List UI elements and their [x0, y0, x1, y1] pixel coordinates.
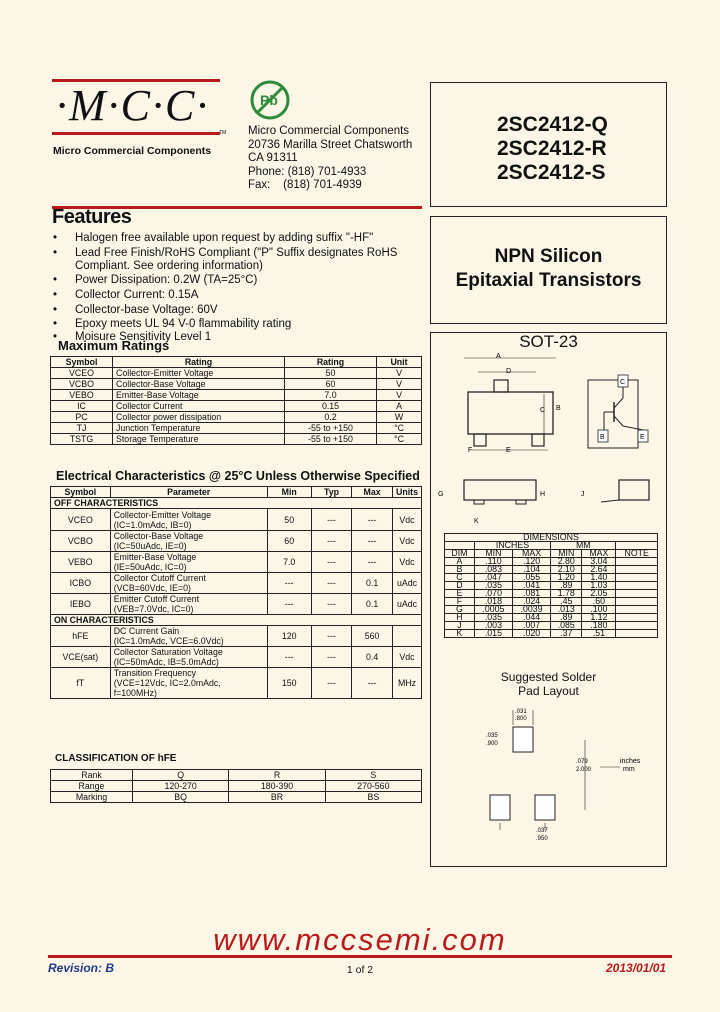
cell: MM	[551, 542, 616, 550]
cell	[393, 626, 422, 647]
cell: INCHES	[474, 542, 550, 550]
table-row	[51, 434, 422, 445]
cell: BQ	[133, 792, 229, 803]
table-row	[51, 647, 422, 668]
solder-title	[430, 670, 667, 698]
dim-D: D	[506, 368, 512, 375]
address-line: Micro Commercial Components	[248, 125, 410, 137]
cell: PC	[51, 412, 113, 423]
cell: V	[377, 379, 422, 390]
param-name: Emitter Cutoff Current	[113, 594, 200, 604]
cell: .007	[512, 622, 550, 630]
cell: .070	[474, 590, 512, 598]
cell: .081	[512, 590, 550, 598]
cell: Collector-Emitter Voltage	[113, 368, 285, 379]
cell: ---	[352, 509, 393, 531]
cell: .055	[512, 574, 550, 582]
cell: Rank	[51, 770, 133, 781]
address-line: CA 91311	[248, 152, 298, 164]
cell: .0039	[512, 606, 550, 614]
cell: ---	[267, 594, 311, 615]
revision-date: 2013/01/01	[606, 961, 667, 975]
cell: .015	[474, 630, 512, 638]
part-number: 2SC2412-R	[497, 137, 607, 160]
feature-item: • Halogen free available upon request by adding suffix "-HF"	[75, 232, 415, 245]
col-header: Rating	[285, 357, 377, 368]
table-header-row	[445, 550, 658, 558]
cell: IEBO	[51, 594, 111, 615]
table-row	[445, 582, 658, 590]
sot23-outline-diagram	[436, 350, 656, 535]
pin-label: E	[640, 434, 645, 441]
cell: .020	[512, 630, 550, 638]
cell: .180	[582, 622, 616, 630]
cell: 120	[267, 626, 311, 647]
feature-item: • Collector-base Voltage: 60V	[75, 304, 415, 317]
table-row	[51, 379, 422, 390]
cell: MIN	[551, 550, 582, 558]
cell: 2.64	[582, 566, 616, 574]
table-row	[51, 781, 422, 792]
table-row	[445, 558, 658, 566]
param-name: Collector-Emitter Voltage	[113, 509, 211, 520]
cell: .89	[551, 582, 582, 590]
cell: uAdc	[393, 594, 422, 615]
cell: 2.80	[551, 558, 582, 566]
cell: .083	[474, 566, 512, 574]
cell: .041	[512, 582, 550, 590]
cell: .013	[551, 606, 582, 614]
cell	[616, 574, 658, 582]
param-name: DC Current Gain	[113, 626, 180, 636]
cell: K	[445, 630, 475, 638]
table-row	[445, 606, 658, 614]
cell: VCE(sat)	[51, 647, 111, 668]
cell	[110, 626, 267, 647]
dim-A: A	[496, 353, 501, 360]
cell: Storage Temperature	[113, 434, 285, 445]
company-name: Micro Commercial Components	[53, 145, 212, 157]
table-row	[51, 770, 422, 781]
table-row	[51, 573, 422, 594]
cell: ---	[311, 573, 352, 594]
page-number: 1 of 2	[346, 964, 374, 976]
cell: C	[445, 574, 475, 582]
solder-dim: .035	[486, 733, 498, 739]
cell: VCEO	[51, 509, 111, 531]
solder-dim: .900	[486, 741, 498, 747]
dim-K: K	[474, 518, 479, 525]
table-row	[445, 614, 658, 622]
classification-heading: CLASSIFICATION OF hFE	[55, 753, 177, 764]
dim-J: J	[581, 491, 585, 498]
revision-label: Revision: B	[48, 961, 115, 975]
cell: VEBO	[51, 390, 113, 401]
solder-unit: mm	[623, 766, 635, 773]
classification-table	[50, 769, 422, 803]
dim-B: B	[556, 405, 561, 412]
cell: MIN	[474, 550, 512, 558]
elec-heading: Electrical Characteristics @ 25°C Unless Otherwise Specified	[56, 469, 420, 483]
param-cond: (IE=50uAdc, IC=0)	[113, 562, 187, 572]
cell: NOTE	[616, 550, 658, 558]
col-header: Rating	[113, 357, 285, 368]
cell	[110, 531, 267, 552]
cell	[616, 566, 658, 574]
feature-item: • Collector Current: 0.15A	[75, 289, 415, 302]
cell: MHz	[393, 668, 422, 699]
cell: Junction Temperature	[113, 423, 285, 434]
cell: .044	[512, 614, 550, 622]
cell: -55 to +150	[285, 434, 377, 445]
cell: 1.40	[582, 574, 616, 582]
table-row	[445, 534, 658, 542]
cell: 50	[267, 509, 311, 531]
cell: ---	[311, 531, 352, 552]
cell: 7.0	[267, 552, 311, 573]
param-cond: (VCE=12Vdc, IC=2.0mAdc, f=100MHz)	[113, 678, 221, 698]
cell: ---	[311, 668, 352, 699]
table-row	[445, 598, 658, 606]
cell: 0.1	[352, 573, 393, 594]
cell: uAdc	[393, 573, 422, 594]
pin-label: C	[620, 379, 626, 386]
cell: fT	[51, 668, 111, 699]
col-header: Max	[352, 487, 393, 498]
table-row	[51, 509, 422, 531]
param-cond: (IC=1.0mAdc, IB=0)	[113, 519, 192, 530]
cell: V	[377, 368, 422, 379]
cell: 150	[267, 668, 311, 699]
table-row	[51, 390, 422, 401]
param-name: Collector Cutoff Current	[113, 573, 206, 583]
cell: ---	[311, 626, 352, 647]
cell: ---	[352, 668, 393, 699]
cell: °C	[377, 434, 422, 445]
table-row	[445, 566, 658, 574]
col-header: Parameter	[110, 487, 267, 498]
tm-mark: TM	[219, 130, 227, 136]
lead-free-icon	[248, 78, 292, 122]
cell: VCBO	[51, 379, 113, 390]
param-cond: (VEB=7.0Vdc, IC=0)	[113, 604, 194, 614]
cell: J	[445, 622, 475, 630]
cell: A	[445, 558, 475, 566]
cell: ---	[311, 552, 352, 573]
cell: BS	[325, 792, 421, 803]
cell: 0.1	[352, 594, 393, 615]
cell: V	[377, 390, 422, 401]
solder-title-line: Pad Layout	[518, 684, 579, 698]
table-row	[51, 626, 422, 647]
col-header: Units	[393, 487, 422, 498]
cell	[110, 668, 267, 699]
cell: TJ	[51, 423, 113, 434]
cell: 0.4	[352, 647, 393, 668]
cell: ---	[311, 594, 352, 615]
cell: ICBO	[51, 573, 111, 594]
dim-title: DIMENSIONS	[445, 534, 658, 542]
col-header: Min	[267, 487, 311, 498]
cell: ---	[352, 552, 393, 573]
cell: 1.03	[582, 582, 616, 590]
part-numbers	[431, 83, 666, 185]
dimension-table	[444, 533, 658, 638]
address-block	[248, 125, 412, 193]
cell: .003	[474, 622, 512, 630]
title-box	[430, 216, 667, 324]
table-row	[51, 668, 422, 699]
table-row	[51, 792, 422, 803]
cell	[616, 622, 658, 630]
solder-dim: .800	[515, 716, 527, 722]
cell: BR	[229, 792, 325, 803]
param-cond: (IC=1.0mAdc, VCE=6.0Vdc)	[113, 636, 224, 646]
solder-unit: inches	[620, 758, 641, 765]
cell: E	[445, 590, 475, 598]
cell: TSTG	[51, 434, 113, 445]
features-list	[53, 232, 415, 344]
mcc-logo: ·M·C·C·	[56, 81, 210, 130]
cell: Collector-Base Voltage	[113, 379, 285, 390]
table-row	[445, 622, 658, 630]
cell: 1.20	[551, 574, 582, 582]
solder-dim: .950	[536, 836, 548, 842]
cell: Vdc	[393, 647, 422, 668]
part-number: 2SC2412-S	[497, 161, 606, 184]
cell: .085	[551, 622, 582, 630]
cell: Range	[51, 781, 133, 792]
cell: Emitter-Base Voltage	[113, 390, 285, 401]
cell: .018	[474, 598, 512, 606]
feature-item: • Moisure Sensitivity Level 1	[75, 331, 415, 344]
cell: ---	[311, 647, 352, 668]
cell	[110, 573, 267, 594]
cell: 3.04	[582, 558, 616, 566]
cell	[110, 647, 267, 668]
cell: .104	[512, 566, 550, 574]
cell: 2.05	[582, 590, 616, 598]
cell: F	[445, 598, 475, 606]
cell	[616, 630, 658, 638]
address-line: 20736 Marilla Street Chatsworth	[248, 138, 413, 151]
cell: .37	[551, 630, 582, 638]
cell: 270-560	[325, 781, 421, 792]
param-cond: (IC=50mAdc, IB=5.0mAdc)	[113, 657, 219, 667]
cell: hFE	[51, 626, 111, 647]
cell: °C	[377, 423, 422, 434]
features-heading: Features	[52, 206, 132, 228]
param-name: Collector Saturation Voltage	[113, 647, 223, 657]
dim-F: F	[468, 447, 473, 454]
table-row	[51, 368, 422, 379]
dim-C: C	[540, 407, 546, 414]
cell: .110	[474, 558, 512, 566]
section-row	[51, 615, 422, 626]
cell: Collector Current	[113, 401, 285, 412]
cell: 7.0	[285, 390, 377, 401]
package-label: SOT-23	[519, 332, 578, 351]
cell: R	[229, 770, 325, 781]
cell: DIM	[445, 550, 475, 558]
cell: ---	[352, 531, 393, 552]
table-header-row	[51, 357, 422, 368]
section-row	[51, 498, 422, 509]
cell: .047	[474, 574, 512, 582]
cell	[616, 582, 658, 590]
cell: .51	[582, 630, 616, 638]
table-row	[51, 401, 422, 412]
device-title-line2: Epitaxial Transistors	[455, 270, 642, 291]
cell: ---	[267, 647, 311, 668]
cell: 1.78	[551, 590, 582, 598]
table-row	[51, 412, 422, 423]
address-line: Phone: (818) 701-4933	[248, 165, 367, 178]
param-name: Collector-Base Voltage	[113, 531, 204, 541]
solder-pad-diagram	[460, 705, 660, 850]
cell: Vdc	[393, 531, 422, 552]
cell: Collector power dissipation	[113, 412, 285, 423]
cell: Marking	[51, 792, 133, 803]
cell: 0.15	[285, 401, 377, 412]
table-header-row	[51, 487, 422, 498]
cell: .035	[474, 614, 512, 622]
cell: Vdc	[393, 509, 422, 531]
off-characteristics-label: OFF CHARACTERISTICS	[51, 498, 422, 509]
max-ratings-table	[50, 356, 422, 445]
solder-title-line: Suggested Solder	[500, 670, 597, 684]
cell: 2.10	[551, 566, 582, 574]
cell: A	[377, 401, 422, 412]
param-name: Emitter-Base Voltage	[113, 552, 197, 562]
cell: .035	[474, 582, 512, 590]
param-cond: (IC=50uAdc, IE=0)	[113, 541, 187, 551]
cell: VCEO	[51, 368, 113, 379]
cell: .100	[582, 606, 616, 614]
solder-dim: .037	[536, 828, 548, 834]
cell: VCBO	[51, 531, 111, 552]
cell: VEBO	[51, 552, 111, 573]
cell: ---	[267, 573, 311, 594]
dim-E: E	[506, 447, 511, 454]
table-row	[445, 590, 658, 598]
website-link[interactable]: www.mccsemi.com	[213, 922, 507, 957]
cell	[110, 594, 267, 615]
cell: .0005	[474, 606, 512, 614]
cell	[110, 509, 267, 531]
col-header: Symbol	[51, 487, 111, 498]
header-rule-bottom	[52, 132, 220, 135]
cell: IC	[51, 401, 113, 412]
cell	[616, 614, 658, 622]
param-cond: (VCB=60Vdc, IE=0)	[113, 583, 191, 593]
cell	[616, 590, 658, 598]
cell: 120-270	[133, 781, 229, 792]
cell: 1.12	[582, 614, 616, 622]
table-row	[51, 594, 422, 615]
cell: Q	[133, 770, 229, 781]
cell	[616, 606, 658, 614]
cell: .120	[512, 558, 550, 566]
on-characteristics-label: ON CHARACTERISTICS	[51, 615, 422, 626]
cell: G	[445, 606, 475, 614]
device-title	[431, 217, 666, 293]
address-line: Fax: (818) 701-4939	[248, 179, 362, 191]
cell: .45	[551, 598, 582, 606]
pb-label: Pb	[260, 92, 278, 108]
cell: MAX	[582, 550, 616, 558]
cell: 60	[267, 531, 311, 552]
cell: S	[325, 770, 421, 781]
param-name: Transition Frequency	[113, 668, 196, 678]
feature-item: • Lead Free Finish/RoHS Compliant ("P" Suffix designates RoHS Compliant. See ordering information)	[75, 247, 415, 273]
col-header: Unit	[377, 357, 422, 368]
table-row	[445, 574, 658, 582]
table-row	[445, 630, 658, 638]
table-row	[51, 552, 422, 573]
part-number-box	[430, 82, 667, 207]
cell: H	[445, 614, 475, 622]
dim-H: H	[540, 491, 546, 498]
cell: 0.2	[285, 412, 377, 423]
cell: 180-390	[229, 781, 325, 792]
table-row	[51, 531, 422, 552]
feature-item: • Epoxy meets UL 94 V-0 flammability rating	[75, 318, 415, 331]
device-title-line1: NPN Silicon	[494, 246, 603, 267]
cell: ---	[311, 509, 352, 531]
solder-dim: .079	[576, 759, 588, 765]
cell: W	[377, 412, 422, 423]
cell	[616, 558, 658, 566]
part-number: 2SC2412-Q	[497, 113, 608, 136]
max-ratings-heading: Maximum Ratings	[58, 338, 170, 353]
cell: -55 to +150	[285, 423, 377, 434]
cell: 50	[285, 368, 377, 379]
col-header: Typ	[311, 487, 352, 498]
elec-table	[50, 486, 422, 699]
table-row	[51, 423, 422, 434]
cell: 60	[285, 379, 377, 390]
cell	[616, 598, 658, 606]
solder-dim: 2.000	[576, 767, 592, 773]
cell: Vdc	[393, 552, 422, 573]
solder-dim: .031	[515, 709, 527, 715]
cell: D	[445, 582, 475, 590]
cell	[110, 552, 267, 573]
col-header: Symbol	[51, 357, 113, 368]
cell: .89	[551, 614, 582, 622]
cell: B	[445, 566, 475, 574]
cell: .024	[512, 598, 550, 606]
cell: .60	[582, 598, 616, 606]
cell: MAX	[512, 550, 550, 558]
feature-item: • Power Dissipation: 0.2W (TA=25°C)	[75, 274, 415, 287]
cell: 560	[352, 626, 393, 647]
dim-G: G	[438, 491, 444, 498]
pin-label: B	[600, 434, 605, 441]
